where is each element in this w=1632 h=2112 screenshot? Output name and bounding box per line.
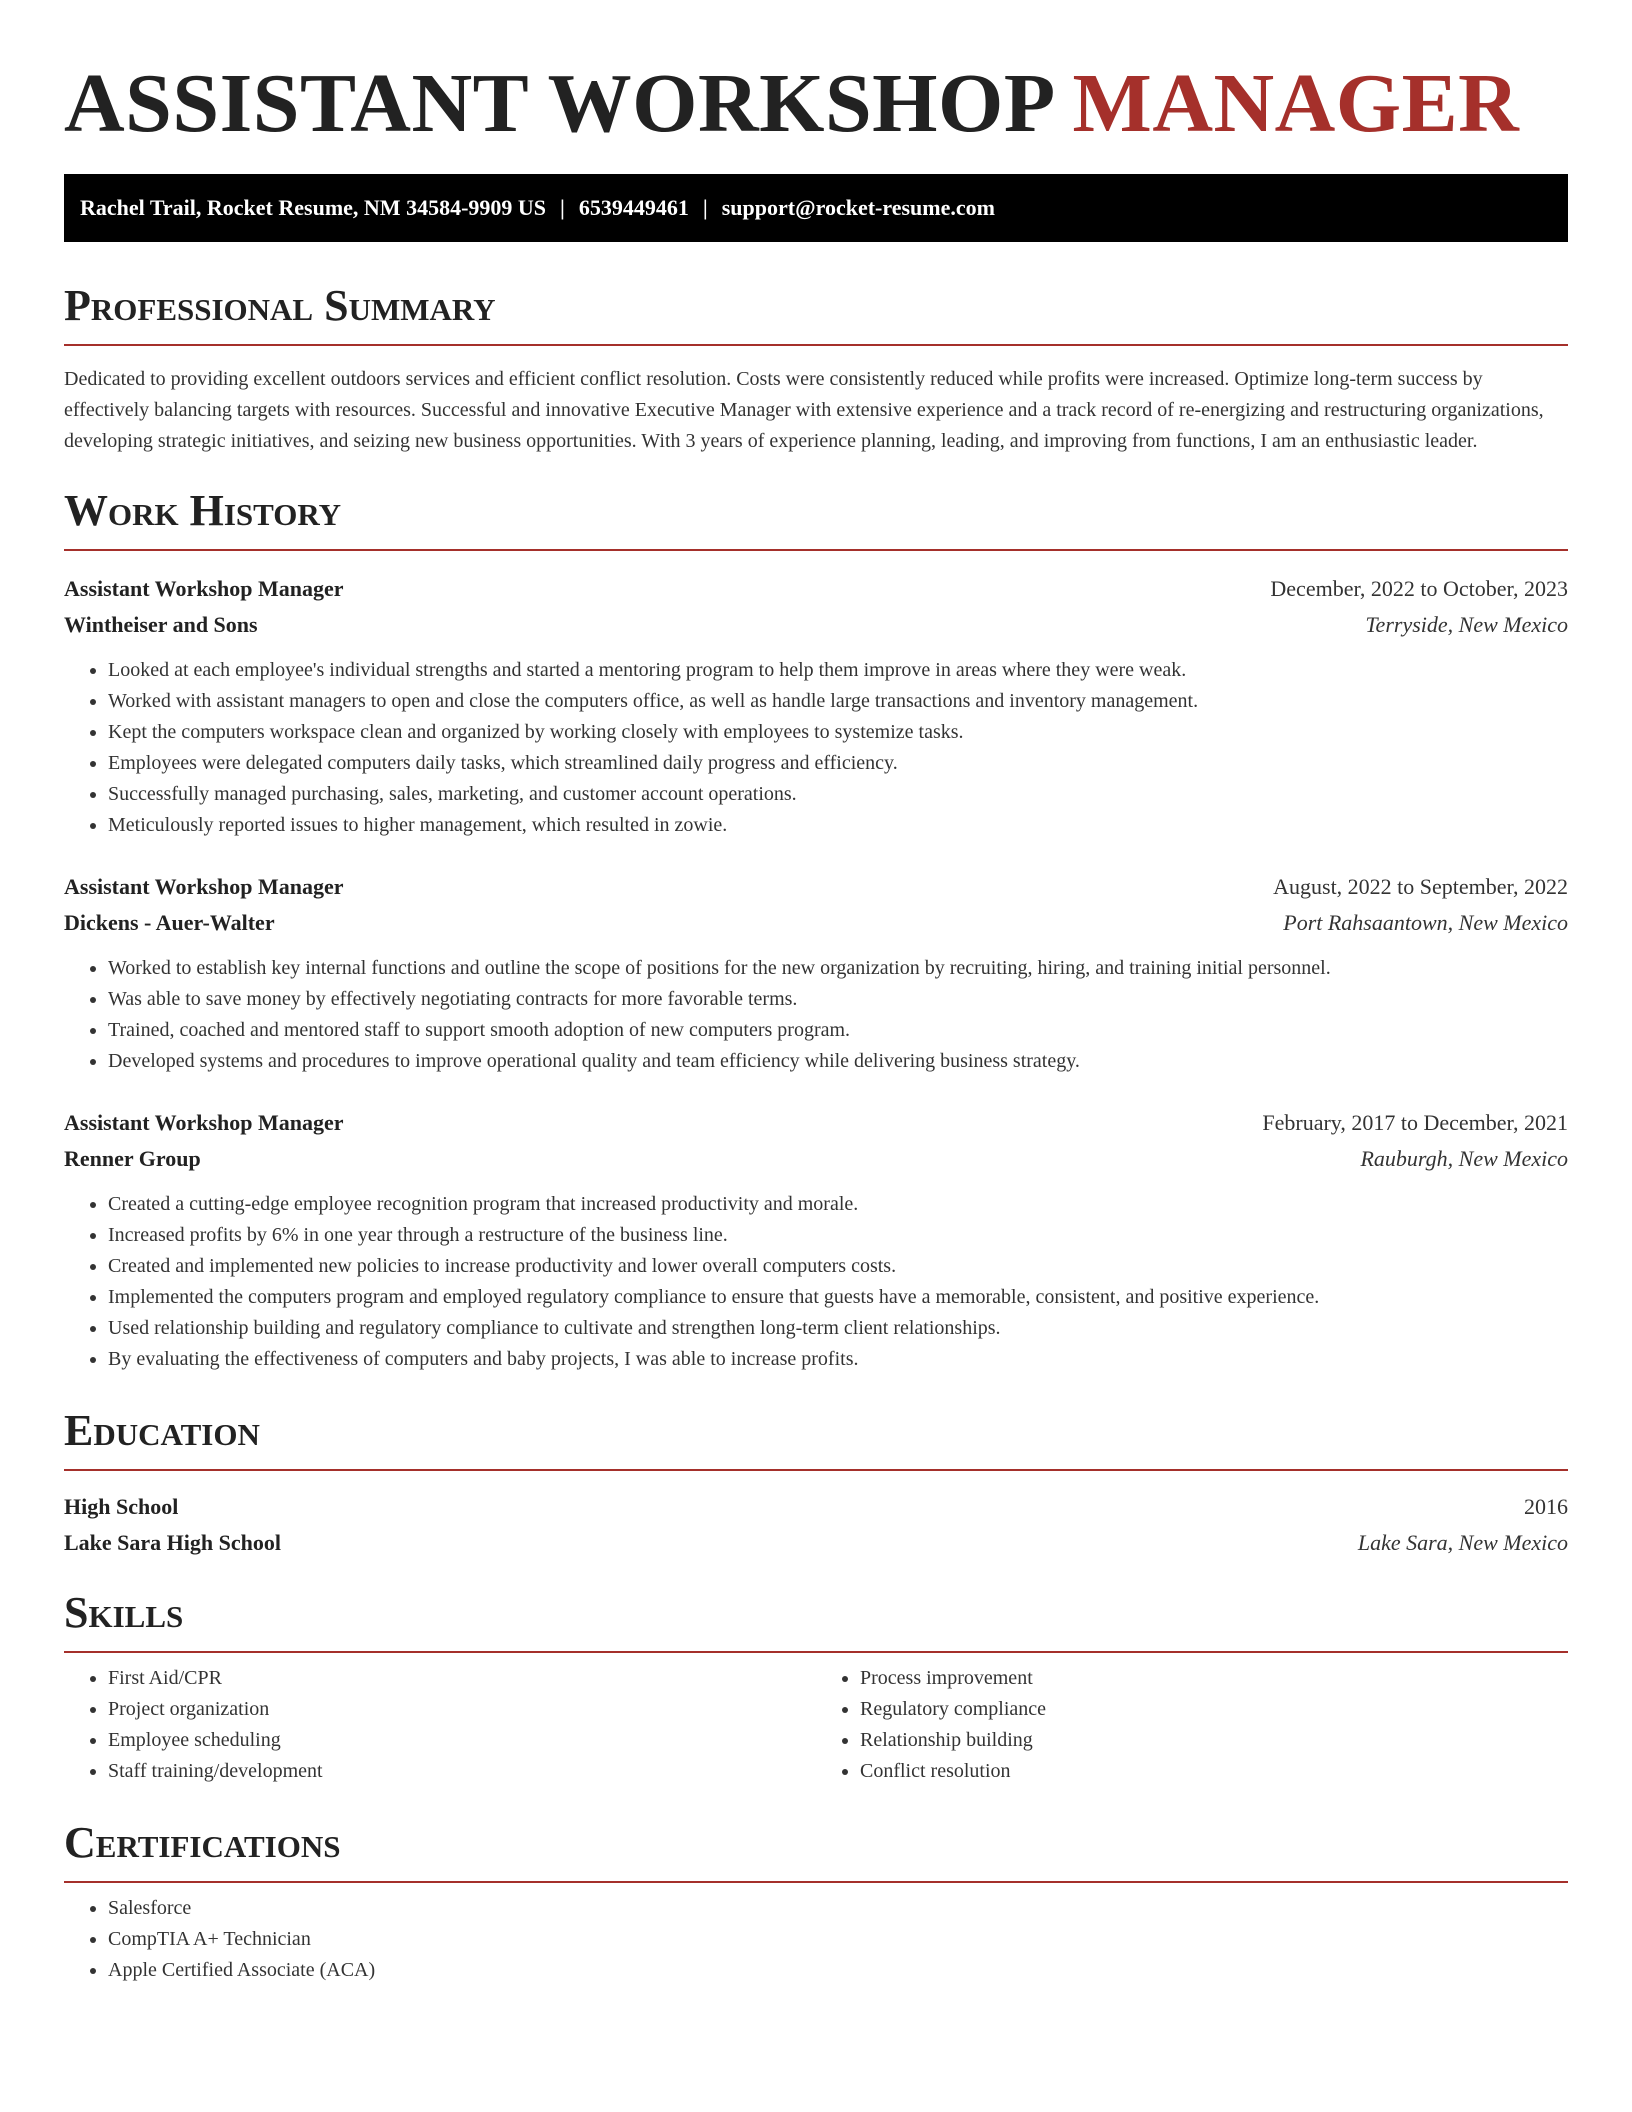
education-heading: Education bbox=[64, 1406, 260, 1455]
job-bullet: • Looked at each employee's individual strengths and started a mentoring program to help them improve in areas where they were weak. bbox=[108, 655, 1568, 686]
education-entry bbox=[64, 1489, 1568, 1561]
contact-phone: 6539449461 bbox=[578, 195, 689, 220]
education-year: 2016 bbox=[1524, 1494, 1568, 1519]
contact-email: support@rocket-resume.com bbox=[721, 195, 995, 220]
skills-column-left bbox=[64, 1663, 816, 1787]
job-company: Wintheiser and Sons bbox=[64, 612, 258, 637]
skill-item: • Project organization bbox=[108, 1694, 816, 1725]
job-bullet: • Employees were delegated computers daily tasks, which streamlined daily progress and efficiency. bbox=[108, 748, 1568, 779]
contact-separator: | bbox=[702, 195, 708, 220]
job-dates: December, 2022 to October, 2023 bbox=[1270, 576, 1568, 601]
skills-heading: Skills bbox=[64, 1588, 184, 1637]
section-divider bbox=[64, 1881, 1568, 1883]
contact-address: Rachel Trail, Rocket Resume, NM 34584-9909 US bbox=[80, 195, 547, 220]
job-bullet: • Developed systems and procedures to improve operational quality and team efficiency while delivering business strategy. bbox=[108, 1046, 1568, 1077]
skill-item: • Conflict resolution bbox=[860, 1756, 1568, 1787]
contact-separator: | bbox=[560, 195, 565, 220]
skill-item: • Process improvement bbox=[860, 1663, 1568, 1694]
job-entry bbox=[64, 869, 1568, 1077]
job-bullets bbox=[64, 953, 1568, 1077]
job-bullet: • Increased profits by 6% in one year through a restructure of the business line. bbox=[108, 1220, 1568, 1251]
job-bullet: • Successfully managed purchasing, sales, marketing, and customer account operations. bbox=[108, 779, 1568, 810]
job-bullet: • Was able to save money by effectively negotiating contracts for more favorable terms. bbox=[108, 984, 1568, 1015]
job-company: Renner Group bbox=[64, 1146, 201, 1171]
job-bullet: • Created a cutting-edge employee recognition program that increased productivity and morale. bbox=[108, 1189, 1568, 1220]
job-bullet: • Kept the computers workspace clean and organized by working closely with employees to systemize tasks. bbox=[108, 717, 1568, 748]
contact-bar bbox=[64, 174, 1568, 242]
job-company: Dickens - Auer-Walter bbox=[64, 910, 275, 935]
job-bullet: • Implemented the computers program and employed regulatory compliance to ensure that guests have a memorable, consistent, and positive experience. bbox=[108, 1282, 1568, 1313]
skill-item: • Relationship building bbox=[860, 1725, 1568, 1756]
job-location: Terryside, New Mexico bbox=[1365, 612, 1568, 637]
job-location: Port Rahsaantown, New Mexico bbox=[1283, 910, 1568, 935]
skill-item: • Staff training/development bbox=[108, 1756, 816, 1787]
job-bullet: • Trained, coached and mentored staff to support smooth adoption of new computers program. bbox=[108, 1015, 1568, 1046]
section-divider bbox=[64, 549, 1568, 551]
job-bullet: • Meticulously reported issues to higher management, which resulted in zowie. bbox=[108, 810, 1568, 841]
summary-text: Dedicated to providing excellent outdoors services and efficient conflict resolution. Costs were consistently reduced while profits were increased. Optimize long-term success by effectively balancing targets with resources. Successful and innovative Executive Manager with extensive experience and a track record of re-energizing and restructuring organizations, developing strategic initiatives, and seizing new business opportunities. With 3 years of experience planning, leading, and improving from functions, I am an enthusiastic leader. bbox=[64, 368, 1544, 452]
work-history-heading: Work History bbox=[64, 486, 342, 535]
skills-grid bbox=[64, 1663, 1568, 1787]
section-divider bbox=[64, 1651, 1568, 1653]
job-dates: February, 2017 to December, 2021 bbox=[1262, 1110, 1568, 1135]
job-title: Assistant Workshop Manager bbox=[64, 576, 344, 601]
education-school: Lake Sara High School bbox=[64, 1530, 281, 1555]
education-location: Lake Sara, New Mexico bbox=[1357, 1530, 1568, 1555]
job-bullet: • Used relationship building and regulatory compliance to cultivate and strengthen long-term client relationships. bbox=[108, 1313, 1568, 1344]
certifications-list bbox=[64, 1893, 1568, 1986]
title-main: ASSISTANT WORKSHOP bbox=[64, 57, 1052, 150]
certification-item: • CompTIA A+ Technician bbox=[108, 1924, 1568, 1955]
title-accent: MANAGER bbox=[1072, 57, 1520, 150]
certification-item: • Salesforce bbox=[108, 1893, 1568, 1924]
skill-item: • First Aid/CPR bbox=[108, 1663, 816, 1694]
skills-column-right bbox=[816, 1663, 1568, 1787]
section-divider bbox=[64, 1469, 1568, 1471]
job-dates: August, 2022 to September, 2022 bbox=[1273, 874, 1568, 899]
job-bullet: • By evaluating the effectiveness of computers and baby projects, I was able to increase profits. bbox=[108, 1344, 1568, 1375]
job-location: Rauburgh, New Mexico bbox=[1360, 1146, 1568, 1171]
page-title bbox=[64, 52, 1568, 156]
skill-item: • Regulatory compliance bbox=[860, 1694, 1568, 1725]
job-title: Assistant Workshop Manager bbox=[64, 1110, 344, 1135]
job-bullet: • Created and implemented new policies to increase productivity and lower overall computers costs. bbox=[108, 1251, 1568, 1282]
job-entry bbox=[64, 571, 1568, 841]
section-divider bbox=[64, 344, 1568, 346]
job-bullets bbox=[64, 1189, 1568, 1375]
job-bullet: • Worked with assistant managers to open and close the computers office, as well as handle large transactions and inventory management. bbox=[108, 686, 1568, 717]
skill-item: • Employee scheduling bbox=[108, 1725, 816, 1756]
job-bullets bbox=[64, 655, 1568, 841]
education-degree: High School bbox=[64, 1494, 179, 1519]
job-bullet: • Worked to establish key internal functions and outline the scope of positions for the new organization by recruiting, hiring, and training initial personnel. bbox=[108, 953, 1568, 984]
job-title: Assistant Workshop Manager bbox=[64, 874, 344, 899]
certifications-heading: Certifications bbox=[64, 1818, 341, 1867]
job-entry bbox=[64, 1105, 1568, 1375]
summary-heading: Professional Summary bbox=[64, 281, 496, 330]
certification-item: • Apple Certified Associate (ACA) bbox=[108, 1955, 1568, 1986]
